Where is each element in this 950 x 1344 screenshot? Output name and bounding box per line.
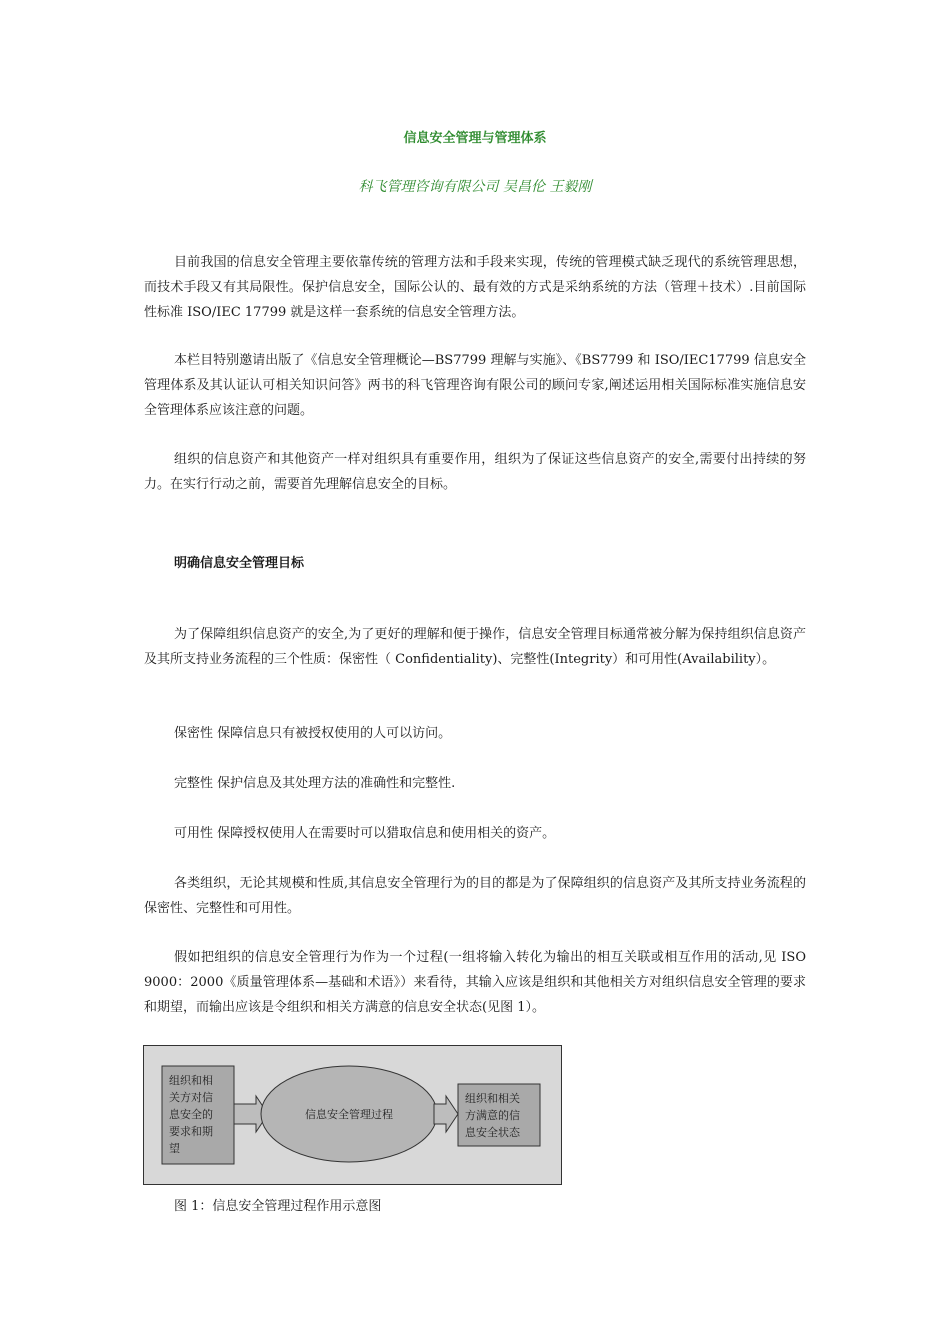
section-heading: 明确信息安全管理目标 (174, 556, 305, 571)
definition-availability: 可用性 保障授权使用人在需要时可以猎取信息和使用相关的资产。 (174, 826, 556, 841)
intro-paragraph-2: 本栏目特别邀请出版了《信息安全管理概论—BS7799 理解与实施》、《BS7799 和 ISO/IEC17799 信息安全管理体系及其认证认可相关知识问答》两书的科飞管理咨询有限公司的顾问专家,阐述运用相关国际标准实施信息安全管理体系应该注意的问题。 (144, 353, 806, 418)
definition-integrity: 完整性 保护信息及其处理方法的准确性和完整性. (174, 776, 456, 791)
process-label: 信息安全管理过程 (305, 1108, 393, 1121)
intro-paragraph-1: 目前我国的信息安全管理主要依靠传统的管理方法和手段来实现，传统的管理模式缺乏现代的系统管理思想，而技术手段又有其局限性。保护信息安全，国际公认的、最有效的方式是采纳系统的方法（管理＋技术）.目前国际性标准 ISO/IEC 17799 就是这样一套系统的信息安全管理方法。 (144, 255, 806, 320)
document-title: 信息安全管理与管理体系 (403, 131, 547, 146)
closing-paragraph-2: 假如把组织的信息安全管理行为作为一个过程(一组将输入转化为输出的相互关联或相互作用的活动,见 ISO 9000：2000《质量管理体系—基础和术语》）来看待，其输入应该是组织和其他相关方对组织信息安全管理的要求和期望，而输出应该是令组织和相关方满意的信息安全状态(见图 1）。 (144, 950, 806, 1015)
process-diagram-svg (144, 1046, 561, 1184)
document-author: 科飞管理咨询有限公司 吴昌伦 王毅刚 (358, 179, 592, 195)
input-label: 组织和相 关方对信 息安全的 要求和期 望 (169, 1074, 213, 1155)
output-arrow (434, 1096, 458, 1132)
closing-paragraph-1: 各类组织，无论其规模和性质,其信息安全管理行为的目的都是为了保障组织的信息资产及其所支持业务流程的保密性、完整性和可用性。 (144, 876, 806, 916)
output-label: 组织和相关 方满意的信 息安全状态 (465, 1092, 520, 1139)
definition-confidentiality: 保密性 保障信息只有被授权使用的人可以访问。 (174, 726, 452, 741)
intro-paragraph-3: 组织的信息资产和其他资产一样对组织具有重要作用，组织为了保证这些信息资产的安全,需要付出持续的努力。在实行行动之前，需要首先理解信息安全的目标。 (144, 452, 806, 492)
process-diagram (143, 1045, 562, 1185)
figure-caption: 图 1：信息安全管理过程作用示意图 (174, 1199, 382, 1214)
section-paragraph-1: 为了保障组织信息资产的安全,为了更好的理解和便于操作，信息安全管理目标通常被分解为保持组织信息资产及其所支持业务流程的三个性质：保密性（ Confidentiality)、完整性(Integrity）和可用性(Availability）。 (144, 627, 806, 667)
